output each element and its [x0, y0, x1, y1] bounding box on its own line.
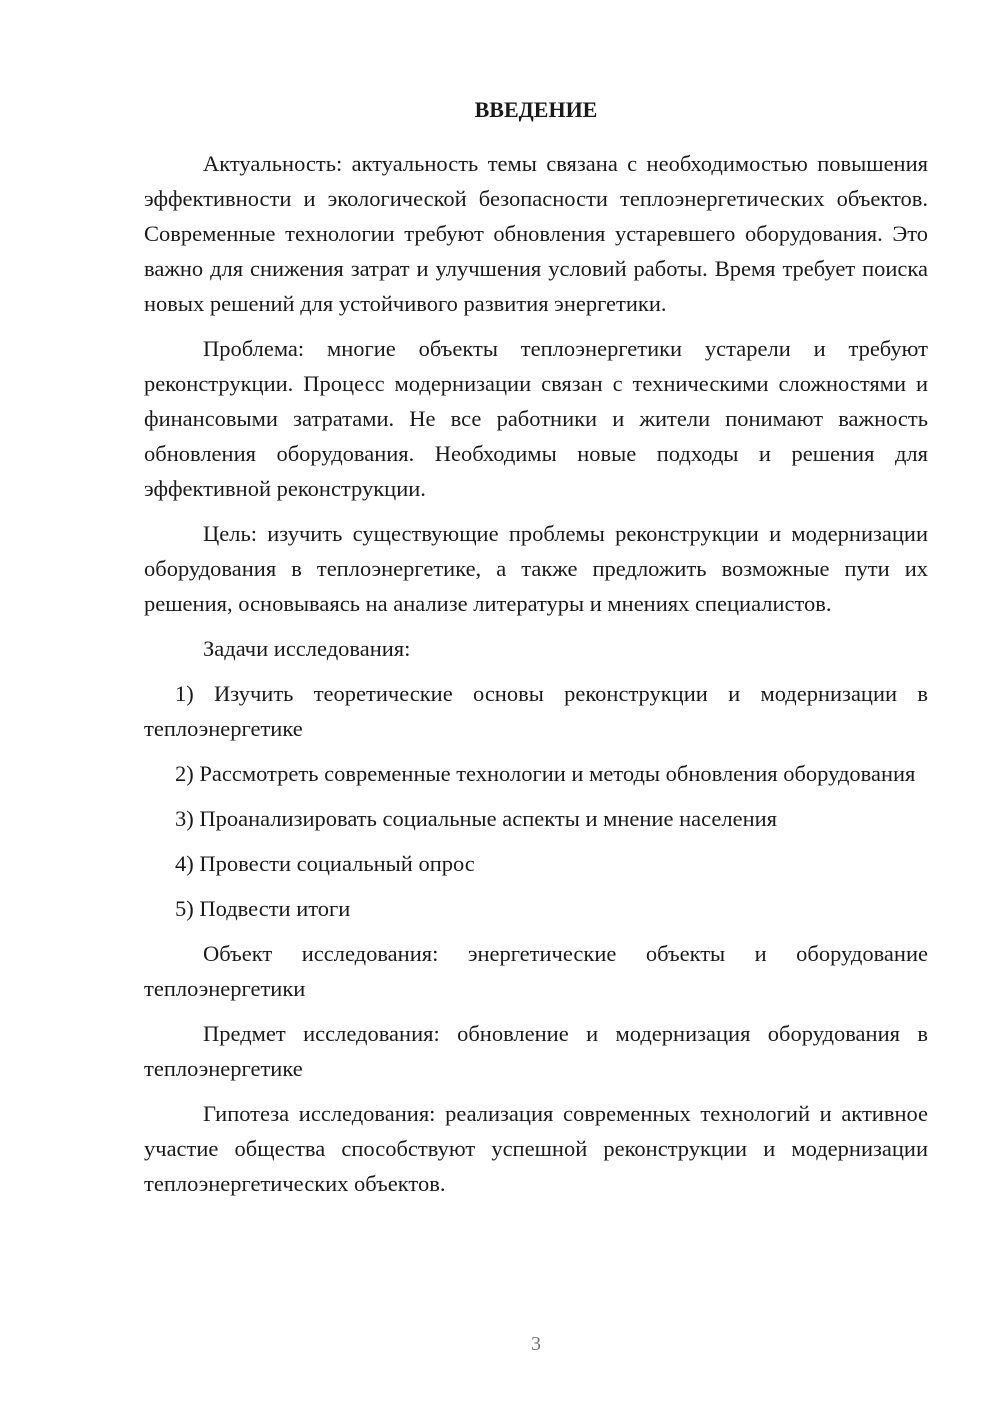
task-item-2: 2) Рассмотреть современные технологии и методы обновления оборудования: [175, 761, 916, 786]
paragraph-hypothesis: Гипотеза исследования: реализация современных технологий и активное участие общества способствуют успешной реконструкции и модернизации теплоэнергетических объектов.: [144, 1101, 928, 1196]
task-item-3: 3) Проанализировать социальные аспекты и мнение населения: [175, 806, 777, 831]
paragraph-tasks-heading: Задачи исследования:: [203, 636, 411, 661]
task-item-1: 1) Изучить теоретические основы реконструкции и модернизации в теплоэнергетике: [144, 681, 928, 741]
paragraph-relevance: Актуальность: актуальность темы связана с необходимостью повышения эффективности и экологической безопасности теплоэнергетических объектов. Современные технологии требуют обновления устаревшего оборудования. Это важно для снижения затрат и улучшения условий работы. Время требует поиска новых решений для устойчивого развития энергетики.: [144, 151, 928, 316]
paragraph-problem: Проблема: многие объекты теплоэнергетики устарели и требуют реконструкции. Процесс модернизации связан с техническими сложностями и финансовыми затратами. Не все работники и жители понимают важность обновления оборудования. Необходимы новые подходы и решения для эффективной реконструкции.: [144, 336, 928, 501]
task-item-5: 5) Подвести итоги: [175, 896, 351, 921]
document-page: [144, 92, 928, 1211]
document-title: ВВЕДЕНИЕ: [474, 97, 598, 122]
paragraph-object: Объект исследования: энергетические объекты и оборудование теплоэнергетики: [144, 941, 928, 1001]
page-number: 3: [531, 1333, 541, 1355]
task-item-4: 4) Провести социальный опрос: [175, 851, 475, 876]
paragraph-subject: Предмет исследования: обновление и модернизация оборудования в теплоэнергетике: [144, 1021, 928, 1081]
paragraph-goal: Цель: изучить существующие проблемы реконструкции и модернизации оборудования в теплоэнергетике, а также предложить возможные пути их решения, основываясь на анализе литературы и мнениях специалистов.: [144, 521, 928, 616]
